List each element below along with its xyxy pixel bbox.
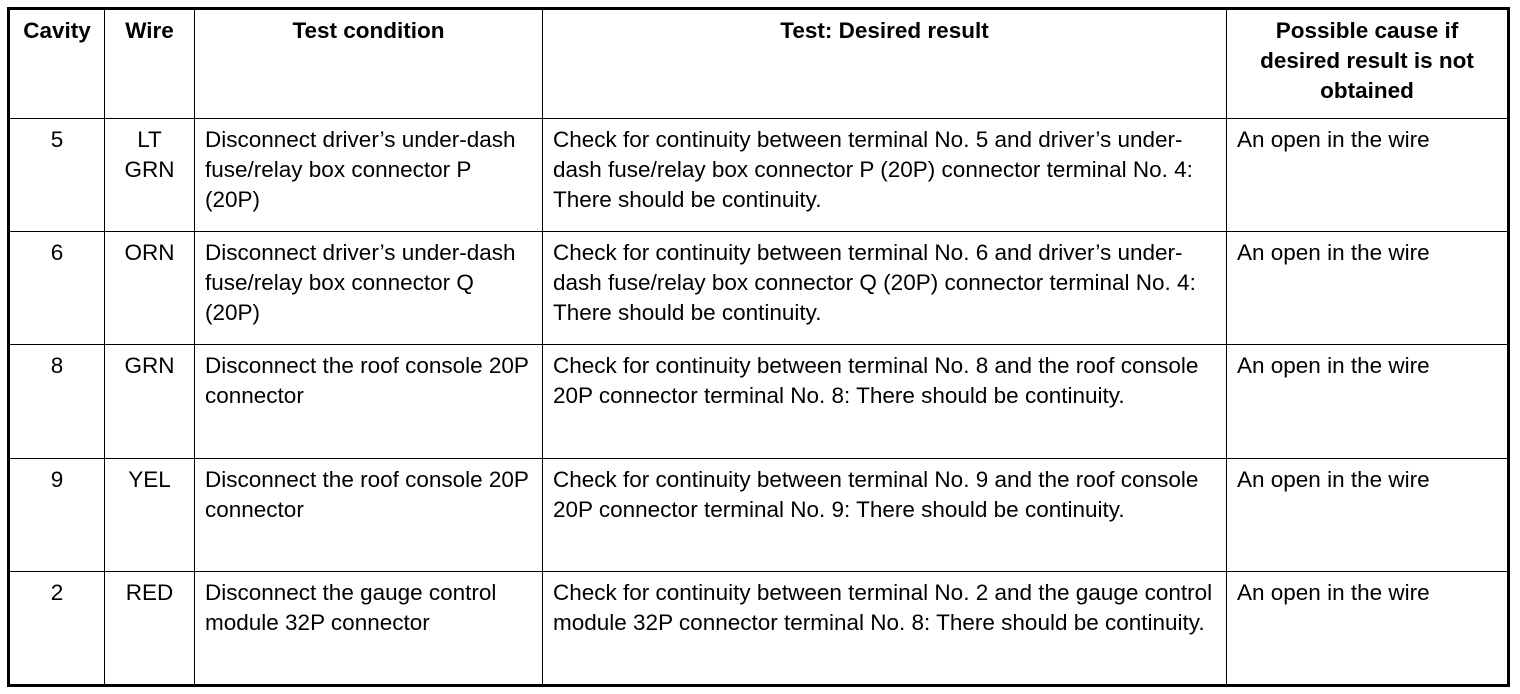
- wire-cell: GRN: [105, 345, 195, 458]
- wire-cell: LT GRN: [105, 119, 195, 232]
- result-cell: Check for continuity between terminal No. 8 and the roof console 20P connector terminal No. 8: There should be continuity.: [543, 345, 1227, 458]
- cavity-cell: 6: [9, 232, 105, 345]
- result-cell: Check for continuity between terminal No. 6 and driver’s under-dash fuse/relay box connector Q (20P) connector terminal No. 4: There should be continuity.: [543, 232, 1227, 345]
- cause-cell: An open in the wire: [1227, 571, 1509, 685]
- condition-cell: Disconnect driver’s under-dash fuse/relay box connector Q (20P): [195, 232, 543, 345]
- wire-cell: ORN: [105, 232, 195, 345]
- cause-cell: An open in the wire: [1227, 458, 1509, 571]
- cavity-cell: 2: [9, 571, 105, 685]
- condition-cell: Disconnect the roof console 20P connector: [195, 345, 543, 458]
- wire-cell: RED: [105, 571, 195, 685]
- cavity-cell: 9: [9, 458, 105, 571]
- test-table: [7, 7, 1510, 687]
- cause-cell: An open in the wire: [1227, 232, 1509, 345]
- condition-cell: Disconnect the gauge control module 32P connector: [195, 571, 543, 685]
- table-row: [9, 119, 1509, 232]
- header-possible-cause: Possible cause if desired result is not obtained: [1227, 9, 1509, 119]
- header-desired-result: Test: Desired result: [543, 9, 1227, 119]
- wire-cell: YEL: [105, 458, 195, 571]
- table-header: [9, 9, 1509, 119]
- condition-cell: Disconnect the roof console 20P connector: [195, 458, 543, 571]
- cavity-cell: 5: [9, 119, 105, 232]
- header-wire: Wire: [105, 9, 195, 119]
- cause-cell: An open in the wire: [1227, 345, 1509, 458]
- result-cell: Check for continuity between terminal No. 2 and the gauge control module 32P connector terminal No. 8: There should be continuity.: [543, 571, 1227, 685]
- table-row: [9, 458, 1509, 571]
- header-row: [9, 9, 1509, 119]
- table-body: [9, 119, 1509, 686]
- cause-cell: An open in the wire: [1227, 119, 1509, 232]
- table-row: [9, 232, 1509, 345]
- result-cell: Check for continuity between terminal No. 5 and driver’s under-dash fuse/relay box connector P (20P) connector terminal No. 4: There should be continuity.: [543, 119, 1227, 232]
- condition-cell: Disconnect driver’s under-dash fuse/relay box connector P (20P): [195, 119, 543, 232]
- cavity-cell: 8: [9, 345, 105, 458]
- table-row: [9, 345, 1509, 458]
- header-cavity: Cavity: [9, 9, 105, 119]
- result-cell: Check for continuity between terminal No. 9 and the roof console 20P connector terminal No. 9: There should be continuity.: [543, 458, 1227, 571]
- header-test-condition: Test condition: [195, 9, 543, 119]
- table-row: [9, 571, 1509, 685]
